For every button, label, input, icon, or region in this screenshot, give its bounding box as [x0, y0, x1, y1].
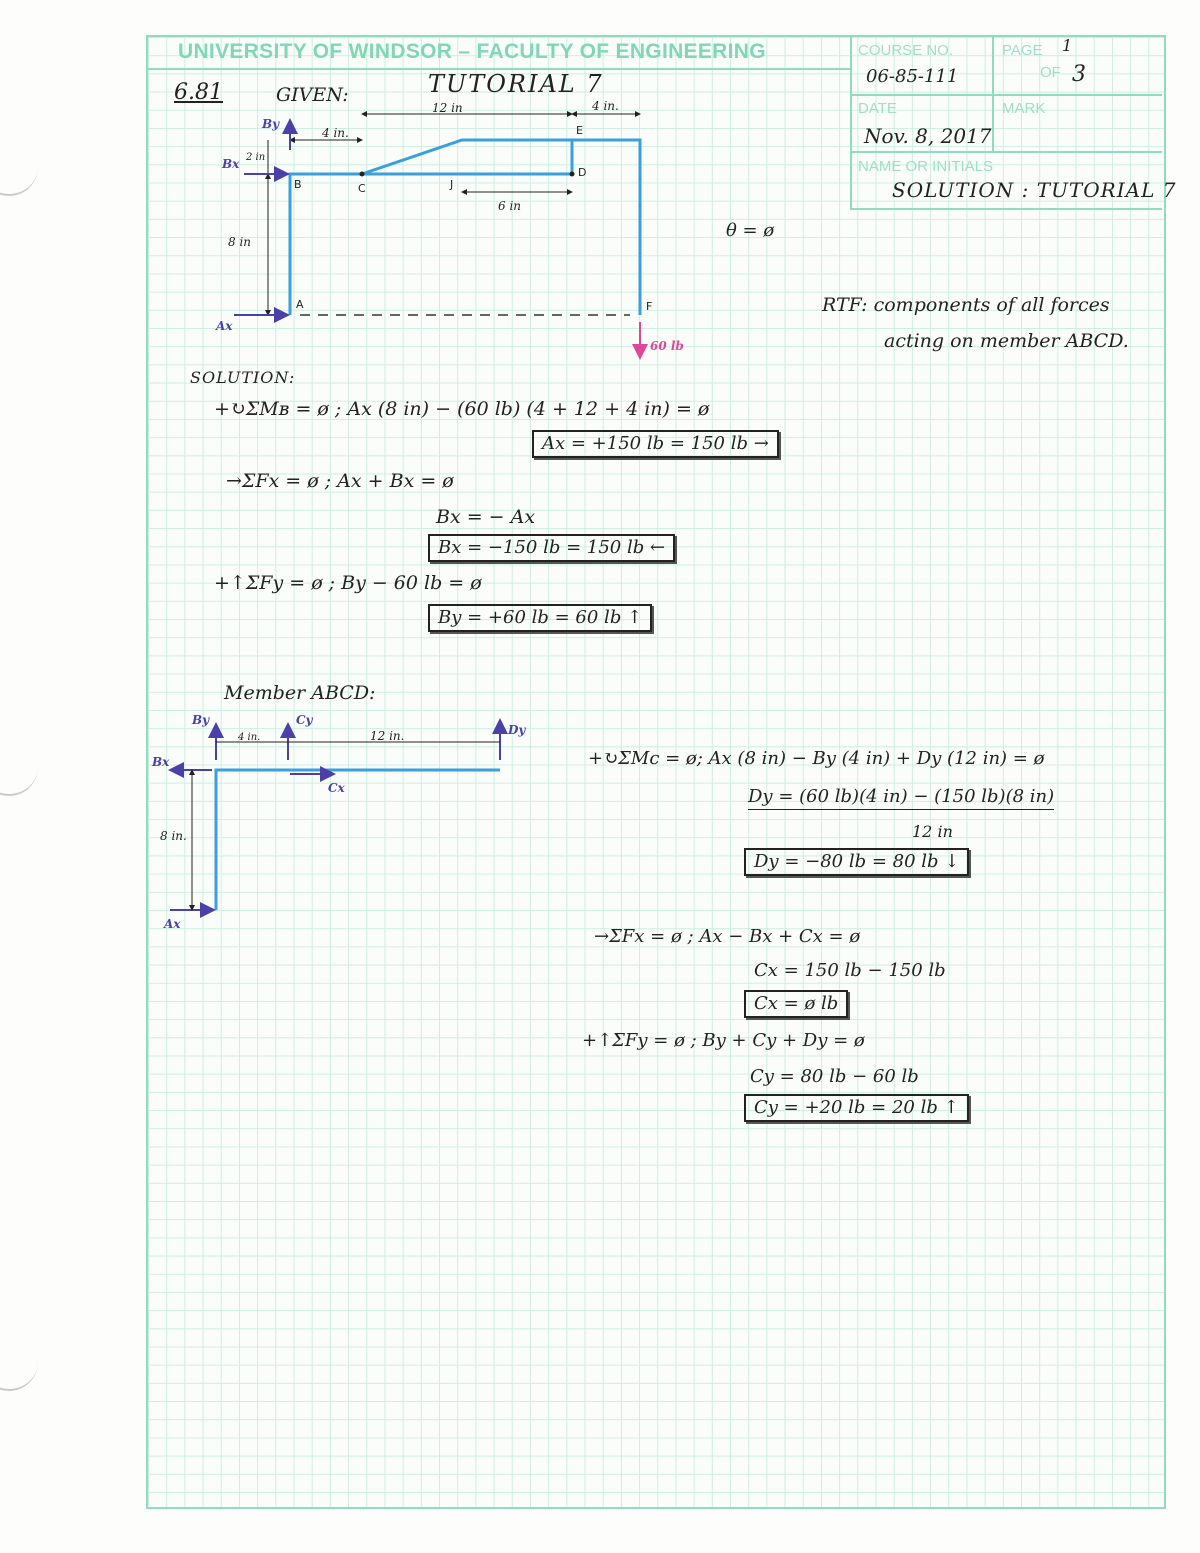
tutorial-title: TUTORIAL 7 — [428, 70, 604, 98]
dim-2in: 2 in — [246, 152, 266, 163]
rtf-line-2: acting on member ABCD. — [884, 330, 1129, 352]
page-value: 1 — [1062, 36, 1073, 55]
result-Cx: Cx = ø lb — [744, 990, 848, 1018]
label-Bx: Bx — [222, 157, 240, 171]
rtf-line-1: RTF: components of all forces — [822, 294, 1110, 316]
point-C: C — [358, 182, 366, 195]
member-fbd — [0, 0, 600, 960]
fbd-label-Bx: Bx — [152, 755, 170, 769]
problem-number: 6.81 — [174, 80, 223, 105]
result-By: By = +60 lb = 60 lb ↑ — [428, 604, 652, 632]
equation-Cy: Cy = 80 lb − 60 lb — [750, 1066, 919, 1087]
name-label: NAME OR INITIALS — [858, 158, 994, 175]
fbd-label-Cx: Cx — [328, 781, 345, 795]
date-label: DATE — [858, 100, 897, 117]
equation-moment-B: +↻ΣMʙ = ø ; Ax (8 in) − (60 lb) (4 + 12 + 4 in) = ø — [214, 398, 710, 420]
result-Bx: Bx = −150 lb = 150 lb ← — [428, 534, 675, 562]
dim-4in-left: 4 in. — [322, 126, 349, 140]
equation-moment-C: +↻ΣMc = ø; Ax (8 in) − By (4 in) + Dy (12 in) = ø — [588, 748, 1045, 769]
binder-hole — [0, 1355, 38, 1391]
label-Ax: Ax — [216, 319, 233, 333]
fbd-dim-12in: 12 in. — [370, 729, 405, 743]
fbd-label-Cy: Cy — [296, 713, 313, 727]
dim-12in: 12 in — [432, 101, 463, 115]
dim-6in: 6 in — [498, 199, 522, 213]
equation-Dy-numerator: Dy = (60 lb)(4 in) − (150 lb)(8 in) — [748, 786, 1054, 810]
equation-member-sum-Fx: →ΣFx = ø ; Ax − Bx + Cx = ø — [594, 926, 861, 947]
result-Cy: Cy = +20 lb = 20 lb ↑ — [744, 1094, 969, 1122]
fbd-dim-8in: 8 in. — [160, 829, 187, 843]
equation-Cx: Cx = 150 lb − 150 lb — [754, 960, 946, 981]
point-F: F — [646, 300, 653, 313]
point-A: A — [296, 298, 304, 311]
equation-member-sum-Fy: +↑ΣFy = ø ; By + Cy + Dy = ø — [582, 1030, 865, 1051]
course-label: COURSE NO. — [858, 42, 954, 59]
of-value: 3 — [1072, 62, 1086, 87]
equation-Dy-denominator: 12 in — [912, 822, 953, 841]
result-Ax: Ax = +150 lb = 150 lb → — [532, 430, 779, 458]
point-E: E — [576, 124, 583, 137]
fbd-label-Ax: Ax — [164, 917, 181, 931]
fbd-label-Dy: Dy — [508, 723, 526, 737]
member-ABCD-fbd — [216, 770, 500, 910]
point-D: D — [578, 166, 587, 179]
member-heading: Member ABCD: — [224, 682, 376, 704]
result-Dy: Dy = −80 lb = 80 lb ↓ — [744, 848, 969, 876]
dim-4in-right: 4 in. — [592, 99, 619, 113]
point-B: B — [294, 178, 302, 191]
label-load: 60 lb — [650, 339, 684, 353]
fbd-dim-4in: 4 in. — [238, 732, 261, 743]
equation-sum-Fx: →ΣFx = ø ; Ax + Bx = ø — [226, 470, 454, 492]
solution-heading: SOLUTION: — [190, 368, 296, 387]
page-label: PAGE — [1002, 42, 1043, 59]
date-value: Nov. 8, 2017 — [864, 124, 992, 148]
mark-label: MARK — [1002, 100, 1046, 117]
equation-Bx: Bx = − Ax — [436, 506, 536, 528]
equation-sum-Fy: +↑ΣFy = ø ; By − 60 lb = ø — [214, 572, 482, 594]
fbd-label-By: By — [192, 713, 210, 727]
course-value: 06-85-111 — [866, 66, 959, 87]
given-label: GIVEN: — [276, 84, 349, 106]
theta-note: θ = ø — [726, 220, 775, 241]
dim-8in: 8 in — [228, 235, 252, 249]
point-J: J — [450, 178, 454, 191]
university-title: UNIVERSITY OF WINDSOR – FACULTY OF ENGINEERING — [178, 40, 766, 63]
of-label: OF — [1040, 64, 1061, 81]
name-value: SOLUTION : TUTORIAL 7 — [892, 178, 1177, 202]
label-By: By — [262, 117, 280, 131]
